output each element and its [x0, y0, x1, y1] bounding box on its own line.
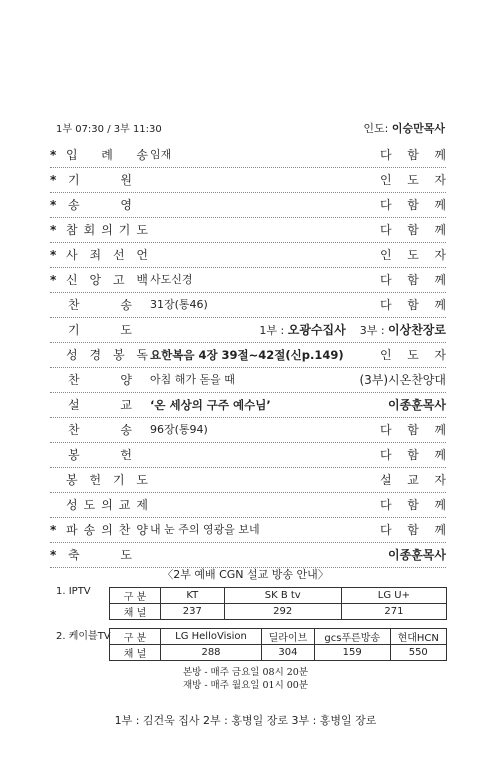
resp-char: 께 [434, 198, 446, 212]
worship-item-label [68, 293, 132, 317]
worship-row [50, 418, 446, 443]
resp-char: 다 [380, 448, 392, 462]
worship-item-label [68, 543, 132, 567]
iptv-col-header: 구 분 [110, 588, 161, 604]
worship-item-responsible: 이종훈목사 [388, 548, 446, 562]
label-char: 찬 [68, 423, 80, 437]
resp-char: 다 [380, 198, 392, 212]
worship-row [50, 493, 446, 518]
resp-char: 다 [380, 498, 392, 512]
worship-item-responsible [380, 343, 446, 367]
worship-item-content: 요한복음 4장 39절~42절(신p.149) [150, 348, 344, 362]
worship-item-content: 임재 [150, 148, 172, 161]
label-char: 설 [68, 398, 80, 412]
resp-char: 인 [380, 248, 392, 262]
standing-mark: * [50, 148, 57, 162]
resp-char: 함 [407, 298, 419, 312]
cable-provider-hcn: 현대HCN [390, 629, 446, 645]
resp-char: 다 [380, 273, 392, 287]
label-char: 독 [136, 348, 148, 362]
cable-provider-dlive: 딜라이브 [262, 629, 315, 645]
label-char: 찬 [68, 298, 80, 312]
label-char: 회 [83, 223, 96, 237]
worship-item-label [66, 468, 148, 492]
iptv-provider-skb: SK B tv [224, 588, 341, 604]
resp-char: 설 [380, 473, 392, 487]
label-char: 교 [118, 498, 131, 512]
worship-item-responsible [380, 268, 446, 292]
label-char: 송 [120, 298, 132, 312]
resp-char: 함 [407, 523, 419, 537]
worship-row [50, 518, 446, 543]
label-char: 의 [101, 523, 113, 537]
standing-mark: * [50, 173, 57, 187]
worship-row [50, 268, 446, 293]
resp-char: 자 [434, 173, 446, 187]
label-char: 성 [66, 348, 78, 362]
resp-char: 자 [434, 473, 446, 487]
label-char: 성 [66, 498, 78, 512]
label-char: 제 [136, 498, 148, 512]
resp-char: 다 [380, 423, 392, 437]
worship-item-responsible [380, 218, 446, 242]
label-char: 백 [136, 273, 148, 287]
label-char: 파 [66, 523, 78, 537]
resp-char: 다 [380, 223, 392, 237]
label-char: 언 [136, 248, 148, 262]
standing-mark: * [50, 198, 57, 212]
label-char: 송 [68, 198, 80, 212]
iptv-table [109, 587, 447, 620]
worship-item-responsible [380, 518, 446, 542]
worship-item-responsible: 이종훈목사 [388, 398, 446, 412]
resp-char: 다 [380, 148, 392, 162]
worship-item-label [68, 368, 132, 392]
label-char: 앙 [89, 273, 102, 287]
worship-item-content: 96장(통94) [150, 423, 208, 436]
worship-row [50, 143, 446, 168]
broadcast-title: 〈2부 예배 CGN 설교 방송 안내〉 [162, 568, 329, 581]
worship-item-label [66, 493, 148, 517]
worship-item-responsible [380, 418, 446, 442]
worship-item-label [66, 243, 148, 267]
worship-item-label [66, 518, 148, 542]
cable-provider-hellovision: LG HelloVision [161, 629, 262, 645]
label-char: 송 [120, 423, 132, 437]
worship-item-responsible [380, 143, 446, 167]
standing-mark: * [50, 223, 57, 237]
label-char: 축 [68, 548, 80, 562]
iptv-channel-lgu: 271 [341, 604, 446, 620]
cable-channel-gcs: 159 [314, 645, 390, 661]
label-char: 봉 [68, 448, 80, 462]
worship-item-content: 내 눈 주의 영광을 보네 [150, 523, 260, 536]
worship-row [50, 468, 446, 493]
worship-item-responsible [380, 443, 446, 467]
label-char: 도 [136, 223, 148, 237]
worship-item-responsible [380, 168, 446, 192]
resp-char: 함 [407, 448, 419, 462]
cable-channel-dlive: 304 [262, 645, 315, 661]
label-char: 죄 [89, 248, 102, 262]
label-char: 찬 [68, 373, 80, 387]
worship-item-content: 아침 해가 돋을 때 [150, 373, 235, 386]
standing-mark: * [50, 273, 57, 287]
worship-row [50, 218, 446, 243]
worship-item-responsible [380, 493, 446, 517]
label-char: 례 [101, 148, 113, 162]
worship-item-label [66, 268, 148, 292]
worship-item-content: 사도신경 [150, 273, 193, 286]
worship-item-label [66, 218, 148, 242]
label-char: 봉 [112, 348, 125, 362]
label-char: 도 [83, 498, 96, 512]
service-times: 1부 07:30 / 3부 11:30 [56, 124, 162, 135]
resp-char: 께 [434, 148, 446, 162]
cable-row-header: 채 널 [110, 645, 161, 661]
label-char: 고 [112, 273, 125, 287]
resp-char: 께 [434, 498, 446, 512]
worship-item-responsible [380, 243, 446, 267]
label-char: 기 [112, 473, 125, 487]
iptv-provider-lgu: LG U+ [341, 588, 446, 604]
broadcast-schedule-main: 본방 - 매주 금요일 08시 20분 [182, 667, 309, 678]
worship-item-label [68, 418, 132, 442]
label-char: 입 [66, 148, 78, 162]
standing-mark: * [50, 248, 57, 262]
order-of-worship [50, 143, 446, 568]
resp-char: 인 [380, 348, 392, 362]
worship-row [50, 243, 446, 268]
iptv-channel-skb: 292 [224, 604, 341, 620]
label-char: 도 [120, 323, 132, 337]
worship-row [50, 393, 446, 418]
worship-item-label [68, 318, 132, 342]
prayer-leaders: 1부 : 오광수집사 3부 : 이상찬장로 [259, 323, 446, 337]
label-char: 기 [68, 323, 80, 337]
worship-item-label [66, 143, 148, 167]
worship-item-label [68, 168, 132, 192]
worship-row [50, 293, 446, 318]
worship-item-responsible [380, 293, 446, 317]
worship-item-label [68, 443, 132, 467]
label-char: 송 [136, 148, 148, 162]
cable-label: 2. 케이블TV [56, 631, 111, 642]
broadcast-schedule-rerun: 재방 - 매주 월요일 01시 00분 [182, 680, 309, 691]
resp-char: 함 [407, 498, 419, 512]
label-char: 기 [118, 223, 131, 237]
label-char: 의 [101, 498, 113, 512]
iptv-provider-kt: KT [161, 588, 225, 604]
resp-char: 자 [434, 348, 446, 362]
label-char: 도 [120, 548, 132, 562]
resp-char: 함 [407, 198, 419, 212]
cable-table [109, 628, 447, 661]
resp-char: 인 [380, 173, 392, 187]
resp-char: 께 [434, 523, 446, 537]
worship-item-label [68, 393, 132, 417]
resp-char: 께 [434, 223, 446, 237]
iptv-channel-kt: 237 [161, 604, 225, 620]
label-char: 양 [120, 373, 132, 387]
resp-char: 께 [434, 298, 446, 312]
worship-row [50, 318, 446, 343]
standing-mark: * [50, 548, 57, 562]
label-char: 도 [136, 473, 148, 487]
worship-row [50, 193, 446, 218]
label-char: 헌 [89, 473, 102, 487]
usher-list: 1부 : 김건욱 집사 2부 : 홍병일 장로 3부 : 홍병일 장로 [114, 714, 377, 727]
label-char: 의 [101, 223, 113, 237]
worship-row [50, 543, 446, 568]
resp-char: 도 [407, 248, 419, 262]
label-char: 참 [66, 223, 78, 237]
worship-row [50, 343, 446, 368]
label-char: 사 [66, 248, 78, 262]
resp-char: 께 [434, 423, 446, 437]
cable-provider-gcs: gcs푸른방송 [314, 629, 390, 645]
worship-item-label [66, 343, 148, 367]
iptv-row-header: 채 널 [110, 604, 161, 620]
worship-item-label [68, 193, 132, 217]
cable-col-header: 구 분 [110, 629, 161, 645]
label-char: 신 [66, 273, 78, 287]
worship-leader: 인도: 이승만목사 [363, 122, 445, 135]
label-char: 선 [112, 248, 125, 262]
label-char: 헌 [120, 448, 132, 462]
worship-row [50, 443, 446, 468]
worship-row [50, 168, 446, 193]
label-char: 송 [83, 523, 96, 537]
cable-channel-hcn: 550 [390, 645, 446, 661]
worship-row [50, 368, 446, 393]
label-char: 봉 [66, 473, 78, 487]
worship-item-responsible: (3부)시온찬양대 [359, 373, 446, 387]
resp-char: 함 [407, 148, 419, 162]
label-char: 영 [120, 198, 132, 212]
worship-item-content: ‘온 세상의 구주 예수님’ [150, 398, 271, 412]
resp-char: 께 [434, 448, 446, 462]
label-char: 원 [120, 173, 132, 187]
resp-char: 자 [434, 248, 446, 262]
standing-mark: * [50, 523, 57, 537]
label-char: 교 [120, 398, 132, 412]
resp-char: 함 [407, 273, 419, 287]
resp-char: 다 [380, 298, 392, 312]
resp-char: 함 [407, 423, 419, 437]
worship-item-responsible [380, 468, 446, 492]
resp-char: 께 [434, 273, 446, 287]
iptv-label: 1. IPTV [56, 586, 91, 597]
resp-char: 교 [407, 473, 419, 487]
resp-char: 다 [380, 523, 392, 537]
cable-channel-hellovision: 288 [161, 645, 262, 661]
worship-item-responsible [380, 193, 446, 217]
label-char: 양 [136, 523, 148, 537]
worship-item-content: 31장(통46) [150, 298, 208, 311]
resp-char: 도 [407, 348, 419, 362]
label-char: 찬 [118, 523, 131, 537]
label-char: 기 [68, 173, 80, 187]
resp-char: 함 [407, 223, 419, 237]
resp-char: 도 [407, 173, 419, 187]
label-char: 경 [89, 348, 102, 362]
